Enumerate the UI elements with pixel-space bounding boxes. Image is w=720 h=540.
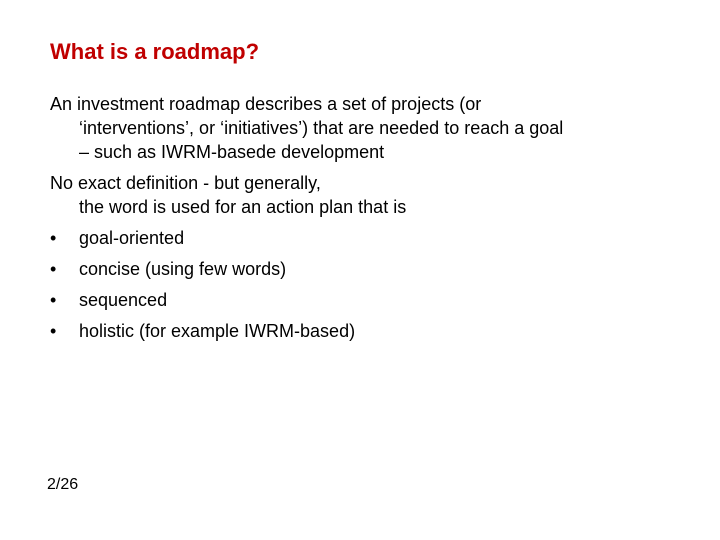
bullet-text: concise (using few words) (79, 259, 287, 279)
paragraph-line: An investment roadmap describes a set of projects (or (50, 94, 482, 114)
bullet-item (50, 319, 690, 343)
paragraph-line: ‘interventions’, or ‘initiatives’) that are needed to reach a goal (79, 118, 564, 138)
paragraph-line: the word is used for an action plan that is (79, 197, 407, 217)
slide-title: What is a roadmap? (50, 39, 260, 64)
bullet-icon: • (50, 259, 57, 279)
paragraph-line: – such as IWRM-basede development (79, 142, 385, 162)
bullet-item (50, 257, 690, 281)
bullet-text: sequenced (79, 290, 168, 310)
slide-body (50, 92, 690, 350)
bullet-list (50, 226, 690, 343)
paragraph-line: No exact definition - but generally, (50, 173, 321, 193)
paragraph-definition (50, 171, 690, 219)
bullet-text: goal-oriented (79, 228, 185, 248)
bullet-icon: • (50, 321, 57, 341)
bullet-item (50, 226, 690, 250)
paragraph-roadmap-description (50, 92, 690, 164)
bullet-icon: • (50, 290, 57, 310)
bullet-icon: • (50, 228, 57, 248)
page-number: 2/26 (47, 476, 79, 493)
bullet-item (50, 288, 690, 312)
bullet-text: holistic (for example IWRM-based) (79, 321, 356, 341)
